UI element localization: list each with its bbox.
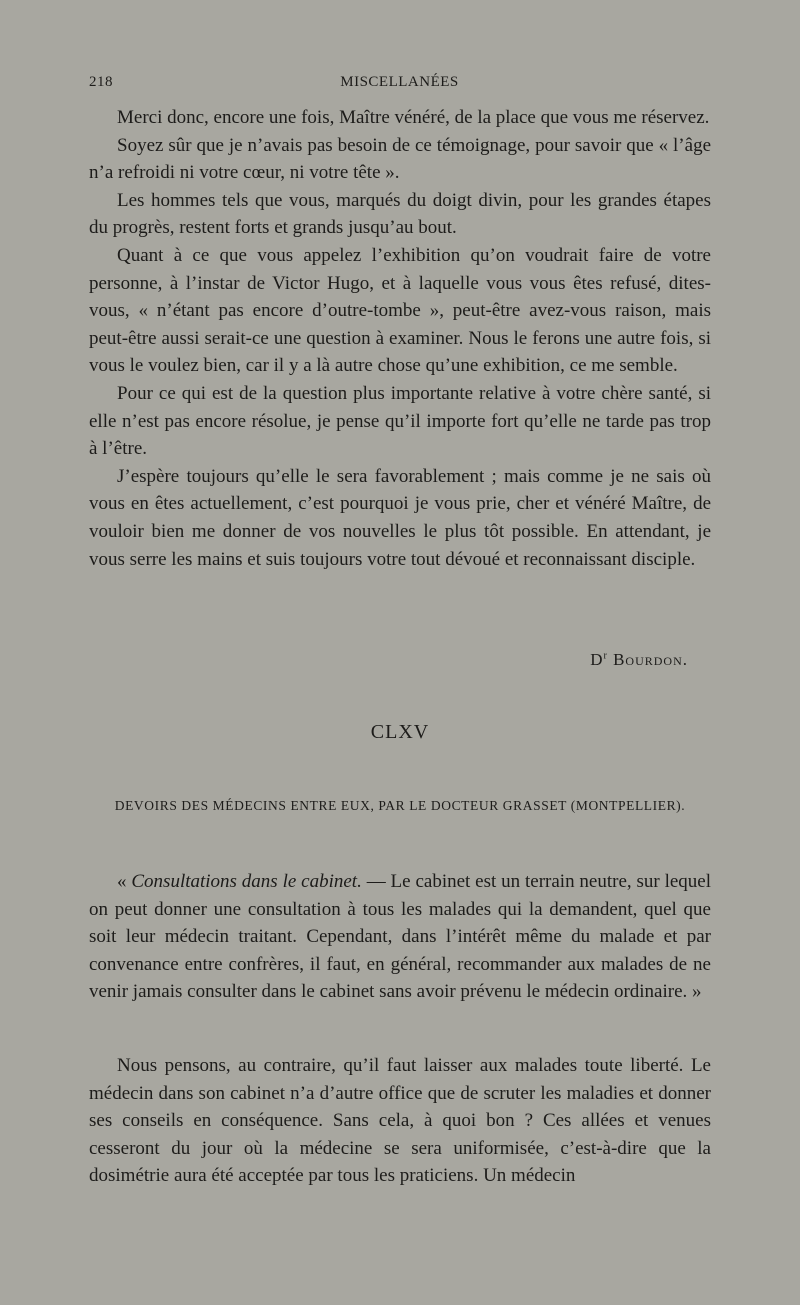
paragraph: Quant à ce que vous appelez l’exhibition qu’on voudrait faire de votre personne, à l’instar de Victor Hugo, et à laquelle vous vous êtes refusé, dites-vous, « n’étant pas encore d’outre-tombe », peut-être avez-vous raison, mais peut-être aussi serait-ce une question à examiner. Nous le ferons une autre fois, si vous le voulez bien, car il y a là autre chose qu’une exhibition, ce me semble. <box>89 244 711 377</box>
signature-title-sup: r <box>603 650 608 662</box>
running-title: MISCELLANÉES <box>340 74 459 90</box>
paragraph: Nous pensons, au contraire, qu’il faut laisser aux malades toute liberté. Le médecin dans son cabinet n’a d’autre office que de scruter les maladies et donner ses conseils en conséquence. Sans cela, à quoi bon ? Ces allées et venues cesseront du jour où la médecine se sera uniformisée, c’est-à-dire que la dosimétrie aura été acceptée par tous les praticiens. Un médecin <box>89 1055 711 1187</box>
paragraph: Pour ce qui est de la question plus importante relative à votre chère santé, si elle n’est pas encore résolue, je pense qu’il importe fort qu’elle ne tarde pas trop à l’être. <box>89 382 711 460</box>
signature <box>590 650 688 670</box>
quote-open: « <box>117 871 132 892</box>
quoted-rule <box>89 868 711 1006</box>
quote-body: — Le cabinet est un terrain neutre, sur lequel on peut donner une consultation à tous les malades qui la demandent, quel que soit leur médecin traitant. Cependant, dans l’intérêt même du malade et par convenance entre confrères, il faut, en général, recommander aux malades de ne venir jamais consulter dans le cabinet sans avoir prévenu le médecin ordinaire. » <box>89 871 712 1003</box>
page-header <box>89 74 710 96</box>
paragraph: J’espère toujours qu’elle le sera favorablement ; mais comme je ne sais où vous en êtes actuellement, c’est pourquoi je vous prie, cher et vénéré Maître, de vouloir bien me donner de vos nouvelles le plus tôt possible. En attendant, je vous serre les mains et suis toujours votre tout dévoué et reconnaissant disciple. <box>89 465 711 570</box>
paragraph: Les hommes tels que vous, marqués du doigt divin, pour les grandes étapes du progrès, restent forts et grands jusqu’au bout. <box>89 189 711 239</box>
signature-name: Bourdon. <box>613 650 688 669</box>
commentary <box>89 1052 711 1190</box>
letter-body <box>89 104 711 573</box>
quote-heading: Consultations dans le cabinet. <box>131 871 362 892</box>
signature-title: D <box>590 650 604 669</box>
paragraph: Soyez sûr que je n’avais pas besoin de ce témoignage, pour savoir que « l’âge n’a refroidi ni votre cœur, ni votre tête ». <box>89 134 711 184</box>
page-number: 218 <box>89 74 113 90</box>
chapter-title: DEVOIRS DES MÉDECINS ENTRE EUX, PAR LE DOCTEUR GRASSET (MONTPELLIER). <box>114 798 686 813</box>
chapter-number: CLXV <box>370 721 430 743</box>
quote-paragraph <box>89 868 711 1006</box>
paragraph: Merci donc, encore une fois, Maître vénéré, de la place que vous me réservez. <box>117 107 710 128</box>
